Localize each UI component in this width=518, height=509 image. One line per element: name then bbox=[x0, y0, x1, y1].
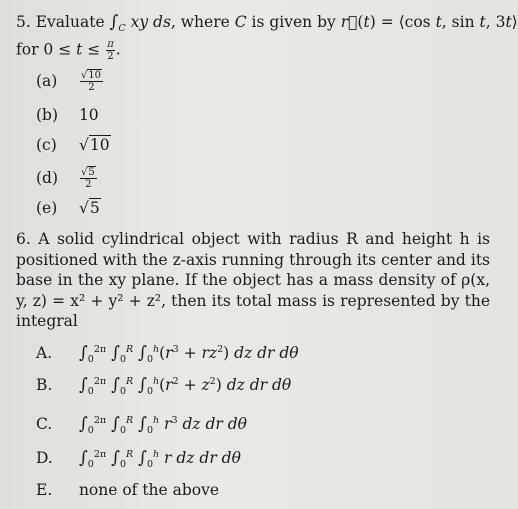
q6-option-e-value: none of the above bbox=[78, 481, 220, 499]
q6-option-e[interactable]: E. none of the above bbox=[36, 481, 220, 499]
q5-option-c[interactable]: (c) √10 bbox=[36, 136, 110, 154]
question-6 bbox=[16, 229, 490, 332]
q5-option-e[interactable]: (e) √5 bbox=[36, 199, 100, 217]
q5-option-d-value: $\frac{√5}{2}$ bbox=[80, 167, 95, 190]
q6-option-c[interactable]: C. $\int_0^{2\pi}$ $\int_0^R$ $\int_0^h$ $r^3$ dz dr dθ bbox=[36, 414, 247, 437]
q5-option-d[interactable]: (d) $\frac{√5}{2}$ bbox=[36, 167, 95, 190]
q6-option-a-value: $\int_0^{2\pi}$ $\int_0^R$ $\int_0^h(r^3 + rz^2)$ dz dr dθ bbox=[78, 343, 299, 366]
q5-option-a[interactable]: (a) $\frac{√10}{2}$ bbox=[36, 70, 102, 93]
q5-option-a-value: $\frac{√10}{2}$ bbox=[80, 70, 102, 93]
question-5 bbox=[16, 12, 518, 63]
q5-option-c-value: √10 bbox=[78, 136, 110, 154]
question-6-number: 6. bbox=[16, 230, 31, 248]
question-6-text: A solid cylindrical object with radius R and height h is positioned with the z-axis running through its center and its base in the xy plane. If the object has a mass density of ρ(x, y, z) = x² + y² + z², then its total mass is represented by the integral bbox=[16, 230, 490, 330]
q6-option-c-value: $\int_0^{2\pi}$ $\int_0^R$ $\int_0^h$ $r^3$ dz dr dθ bbox=[78, 414, 247, 437]
q5-option-b-value: 10 bbox=[78, 106, 99, 124]
q6-option-d-value: $\int_0^{2\pi}$ $\int_0^R$ $\int_0^h$ r dz dr dθ bbox=[78, 448, 241, 471]
question-5-number: 5. bbox=[16, 13, 31, 31]
q6-option-b-value: $\int_0^{2\pi}$ $\int_0^R$ $\int_0^h(r^2 + z^2)$ dz dr dθ bbox=[78, 375, 292, 398]
q6-option-d[interactable]: D. $\int_0^{2\pi}$ $\int_0^R$ $\int_0^h$ r dz dr dθ bbox=[36, 448, 241, 471]
question-5-line-1: 5. Evaluate $\int_C$ xy ds, where C is given by r⃗(t) = ⟨cos t, sin t, 3t⟩ bbox=[16, 12, 518, 35]
question-5-line-2: for 0 ≤ t ≤ $\frac{\pi}{2}$ . bbox=[16, 39, 121, 63]
q6-option-b[interactable]: B. $\int_0^{2\pi}$ $\int_0^R$ $\int_0^h(r^2 + z^2)$ dz dr dθ bbox=[36, 375, 292, 398]
q6-option-a[interactable]: A. $\int_0^{2\pi}$ $\int_0^R$ $\int_0^h(r^3 + rz^2)$ dz dr dθ bbox=[36, 343, 299, 366]
q5-option-e-value: √5 bbox=[78, 199, 100, 217]
q5-option-b[interactable]: (b) 10 bbox=[36, 106, 99, 124]
